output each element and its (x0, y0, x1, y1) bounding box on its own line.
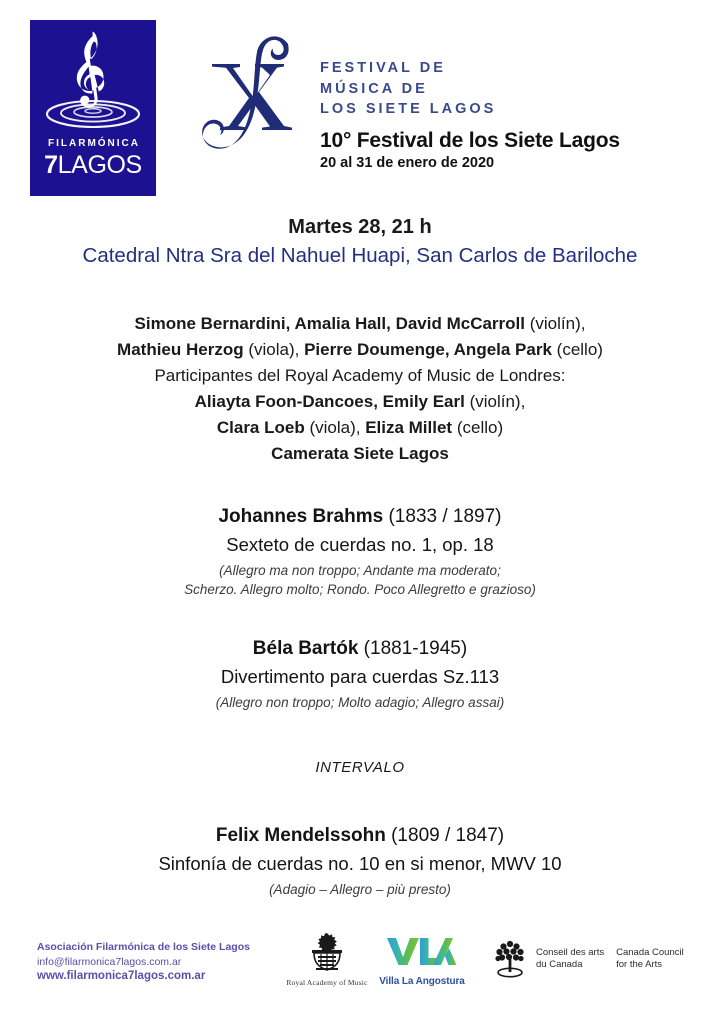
work-title-mendelssohn: Sinfonía de cuerdas no. 10 en si menor, MWV 10 (158, 853, 562, 874)
event-datetime: Martes 28, 21 h (288, 216, 432, 238)
work-movements-brahms (0, 561, 720, 599)
performer-name-5b: Eliza Millet (365, 418, 453, 437)
program-work-brahms (0, 503, 720, 599)
filarmonica-logo (30, 20, 156, 196)
canada-council-fr-line-1: Conseil des arts (536, 946, 605, 958)
work-title-bartok: Divertimento para cuerdas Sz.113 (220, 666, 500, 687)
contact-block (37, 940, 250, 984)
movement-line: (Adagio – Allegro – più presto) (269, 882, 451, 897)
performer-role-4: (violín), (464, 392, 526, 411)
organization-name: Asociación Filarmónica de los Siete Lagos (37, 941, 250, 953)
work-title-brahms: Sexteto de cuerdas no. 1, op. 18 (226, 534, 494, 555)
performer-names-1: Simone Bernardini, Amalia Hall, David McCarroll (134, 314, 525, 333)
canada-council-en-line-2: for the Arts (616, 959, 663, 970)
footer (0, 932, 720, 1020)
vla-caption: Villa La Angostura (379, 976, 465, 987)
performer-line-5 (0, 415, 720, 441)
movement-line: (Allegro non troppo; Molto adagio; Allegro assai) (215, 695, 505, 710)
performer-role-5a: (viola), (304, 418, 366, 437)
contact-email[interactable]: info@filarmonica7lagos.com.ar (37, 955, 182, 968)
festival-subtitle-line-1: FESTIVAL DE (320, 60, 446, 76)
performer-line-2 (0, 337, 720, 363)
performers-list (0, 311, 720, 467)
filarmonica-wordmark-top: FILARMÓNICA (48, 138, 140, 149)
festival-edition-title: 10° Festival de los Siete Lagos (320, 128, 620, 152)
composer-name-brahms: Johannes Brahms (218, 506, 384, 527)
sponsor-royal-academy-of-music (282, 932, 372, 987)
program-work-bartok (0, 635, 720, 712)
filarmonica-wordmark-word: LAGOS (57, 151, 142, 179)
composer-name-mendelssohn: Felix Mendelssohn (215, 825, 386, 846)
x-f-monogram-icon (196, 28, 316, 158)
performer-ensemble: Camerata Siete Lagos (271, 444, 449, 463)
sponsor-villa-la-angostura (372, 936, 472, 987)
canada-council-tree-icon (490, 938, 530, 980)
movement-line: (Allegro ma non troppo; Andante ma moderato; (219, 563, 501, 578)
vla-wave-logo-icon (385, 936, 459, 970)
canada-council-captions (536, 947, 684, 972)
composer-years-mendelssohn: (1809 / 1847) (385, 825, 505, 846)
canada-council-en-line-1: Canada Council (616, 946, 684, 958)
contact-website[interactable]: www.filarmonica7lagos.com.ar (37, 970, 206, 982)
royal-academy-caption: Royal Academy of Music (286, 978, 368, 987)
festival-subtitle-line-2: MÚSICA DE (320, 80, 428, 97)
program-sheet (0, 200, 720, 899)
filarmonica-wordmark-number: 7 (44, 151, 58, 179)
canada-council-fr-line-2: du Canada (536, 959, 583, 970)
composer-line-brahms (0, 503, 720, 530)
performer-role-5b: (cello) (452, 418, 504, 437)
work-movements-bartok (0, 693, 720, 712)
canada-council-caption-fr (536, 947, 604, 972)
performer-name-2a: Mathieu Herzog (117, 340, 244, 359)
intermission-label: INTERVALO (315, 759, 405, 776)
sponsor-canada-council (490, 938, 700, 980)
performer-name-5a: Clara Loeb (216, 418, 305, 437)
performer-role-2a: (viola), (243, 340, 305, 359)
composer-line-mendelssohn (0, 822, 720, 849)
festival-dates: 20 al 31 de enero de 2020 (320, 154, 495, 171)
composer-years-bartok: (1881-1945) (358, 638, 468, 659)
performer-line-1 (0, 311, 720, 337)
header (0, 0, 720, 200)
festival-subtitle-line-3: LOS SIETE LAGOS (320, 101, 497, 117)
movement-line: Scherzo. Allegro molto; Rondo. Poco Allegretto e grazioso) (184, 582, 536, 597)
performer-line-3: Participantes del Royal Academy of Music de Londres: (154, 366, 566, 385)
performer-line-4 (0, 389, 720, 415)
treble-clef-water-ripple-icon (30, 28, 156, 133)
performer-role-2b: (cello) (551, 340, 603, 359)
royal-academy-crest-icon (304, 932, 350, 972)
performer-line-6 (0, 441, 720, 467)
performer-names-4: Aliayta Foon-Dancoes, Emily Earl (194, 392, 465, 411)
filarmonica-wordmark (30, 138, 156, 179)
canada-council-caption-en (616, 947, 684, 972)
performer-name-2b: Pierre Doumenge, Angela Park (304, 340, 552, 359)
performer-role-1: (violín), (525, 314, 586, 333)
composer-name-bartok: Béla Bartók (252, 638, 359, 659)
event-venue: Catedral Ntra Sra del Nahuel Huapi, San Carlos de Bariloche (82, 244, 638, 267)
composer-years-brahms: (1833 / 1897) (383, 506, 502, 527)
filarmonica-wordmark-bottom (30, 151, 156, 179)
work-movements-mendelssohn (0, 880, 720, 899)
festival-title-lines (320, 58, 700, 172)
program-work-mendelssohn (0, 822, 720, 899)
composer-line-bartok (0, 635, 720, 662)
